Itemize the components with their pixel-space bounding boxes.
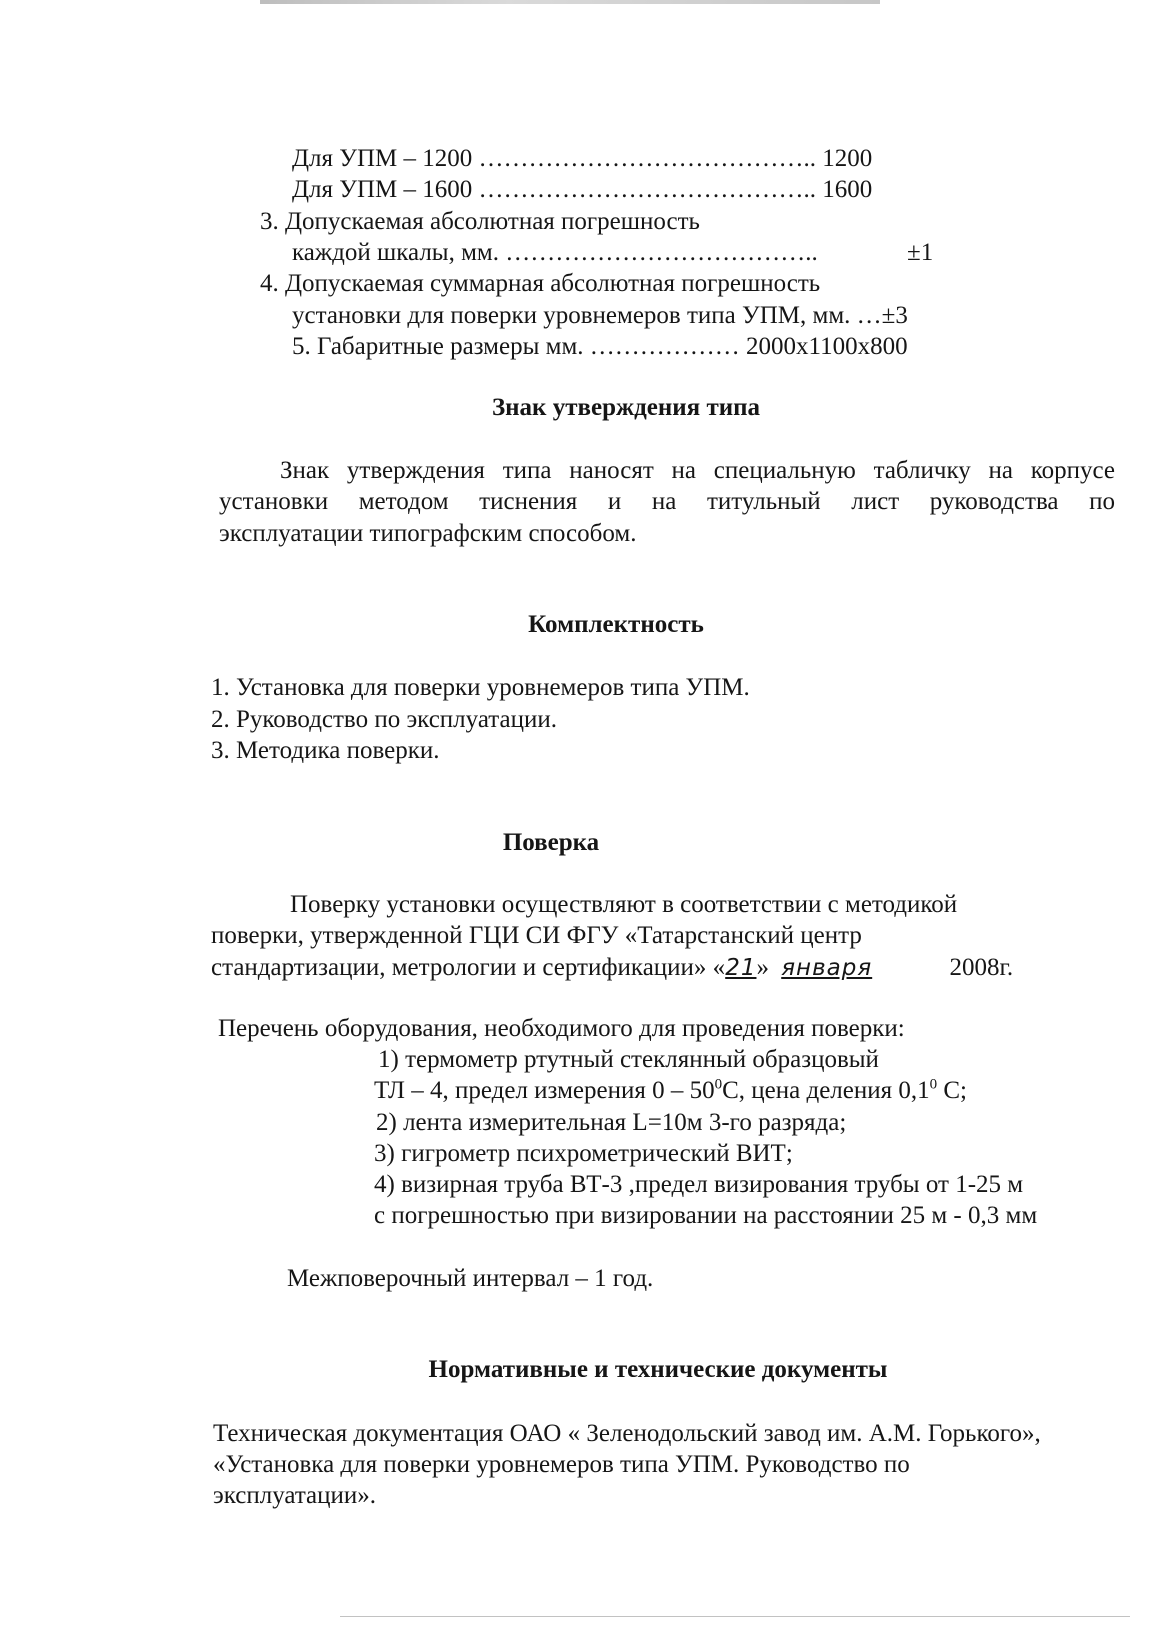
scan-artifact-bottom xyxy=(340,1616,1130,1617)
kit-item-1: 1. Установка для поверки уровнемеров типа УПМ. xyxy=(211,674,750,701)
equipment-item-4-line2: с погрешностью при визировании на расстоянии 25 м - 0,3 мм xyxy=(374,1202,1038,1229)
spec-row-upm-1600: Для УПМ – 1600 ………………………………….. 1600 xyxy=(292,176,873,203)
spec-row-upm-1200: Для УПМ – 1200 ………………………………….. 1200 xyxy=(292,145,873,172)
spec-item-3-line2: каждой шкалы, мм. ……………………………….. xyxy=(292,239,818,266)
section-heading-normative-docs: Нормативные и технические документы xyxy=(428,1356,888,1383)
normative-line1: Техническая документация ОАО « Зеленодольский завод им. А.М. Горького», xyxy=(213,1420,1041,1447)
sign-paragraph-line2: установки методом тиснения и на титульный лист руководства по xyxy=(219,488,1115,515)
verification-line2: поверки, утвержденной ГЦИ СИ ФГУ «Татарстанский центр xyxy=(211,922,862,949)
normative-line3: эксплуатации». xyxy=(213,1482,377,1509)
sign-paragraph-line1: Знак утверждения типа наносят на специальную табличку на корпусе xyxy=(280,457,1115,484)
eq1-text-b: С, цена деления 0,1 xyxy=(722,1077,930,1104)
eq1-text-a: ТЛ – 4, предел измерения 0 – 50 xyxy=(374,1077,715,1104)
sign-paragraph-line3: эксплуатации типографским способом. xyxy=(219,520,637,547)
section-heading-type-approval: Знак утверждения типа xyxy=(491,394,761,421)
spec-item-3-value: ±1 xyxy=(907,239,934,266)
verification-line3 xyxy=(211,952,1013,984)
section-heading-completeness: Комплектность xyxy=(528,611,704,638)
eq1-text-c: С; xyxy=(937,1077,967,1104)
equipment-item-2: 2) лента измерительная L=10м 3-го разряда; xyxy=(376,1109,847,1136)
spec-item-3-line1: 3. Допускаемая абсолютная погрешность xyxy=(260,208,700,235)
eq1-degree-sup-2: 0 xyxy=(929,1076,938,1093)
verification-line1: Поверку установки осуществляют в соответствии с методикой xyxy=(290,891,958,918)
eq1-degree-sup-1: 0 xyxy=(714,1076,723,1093)
normative-line2: «Установка для поверки уровнемеров типа УПМ. Руководство по xyxy=(213,1451,910,1478)
equipment-item-4-line1: 4) визирная труба ВТ-3 ,предел визирования трубы от 1-25 м xyxy=(374,1171,1024,1198)
kit-item-2: 2. Руководство по эксплуатации. xyxy=(211,706,557,733)
date-close-quote: » xyxy=(756,954,769,981)
handwritten-date-day: 21 xyxy=(725,955,757,981)
section-heading-verification: Поверка xyxy=(502,829,600,856)
equipment-item-1-line2 xyxy=(374,1075,967,1106)
equipment-item-3: 3) гигрометр психрометрический ВИТ; xyxy=(374,1140,793,1167)
spec-item-4-line1: 4. Допускаемая суммарная абсолютная погрешность xyxy=(260,270,821,297)
handwritten-date-month: января xyxy=(781,955,873,981)
scan-artifact-top xyxy=(260,0,880,4)
equipment-item-1-line1: 1) термометр ртутный стеклянный образцовый xyxy=(378,1046,879,1073)
equipment-list-title: Перечень оборудования, необходимого для проведения поверки: xyxy=(218,1015,905,1042)
verification-interval: Межповерочный интервал – 1 год. xyxy=(287,1265,654,1292)
spec-item-5: 5. Габаритные размеры мм. ……………… 2000х1100х800 xyxy=(292,333,908,360)
date-year: 2008г. xyxy=(949,954,1014,981)
verification-line3-text: стандартизации, метрологии и сертификации» « xyxy=(211,954,726,981)
spec-item-4-line2: установки для поверки уровнемеров типа УПМ, мм. …±3 xyxy=(292,302,908,329)
kit-item-3: 3. Методика поверки. xyxy=(211,737,440,764)
